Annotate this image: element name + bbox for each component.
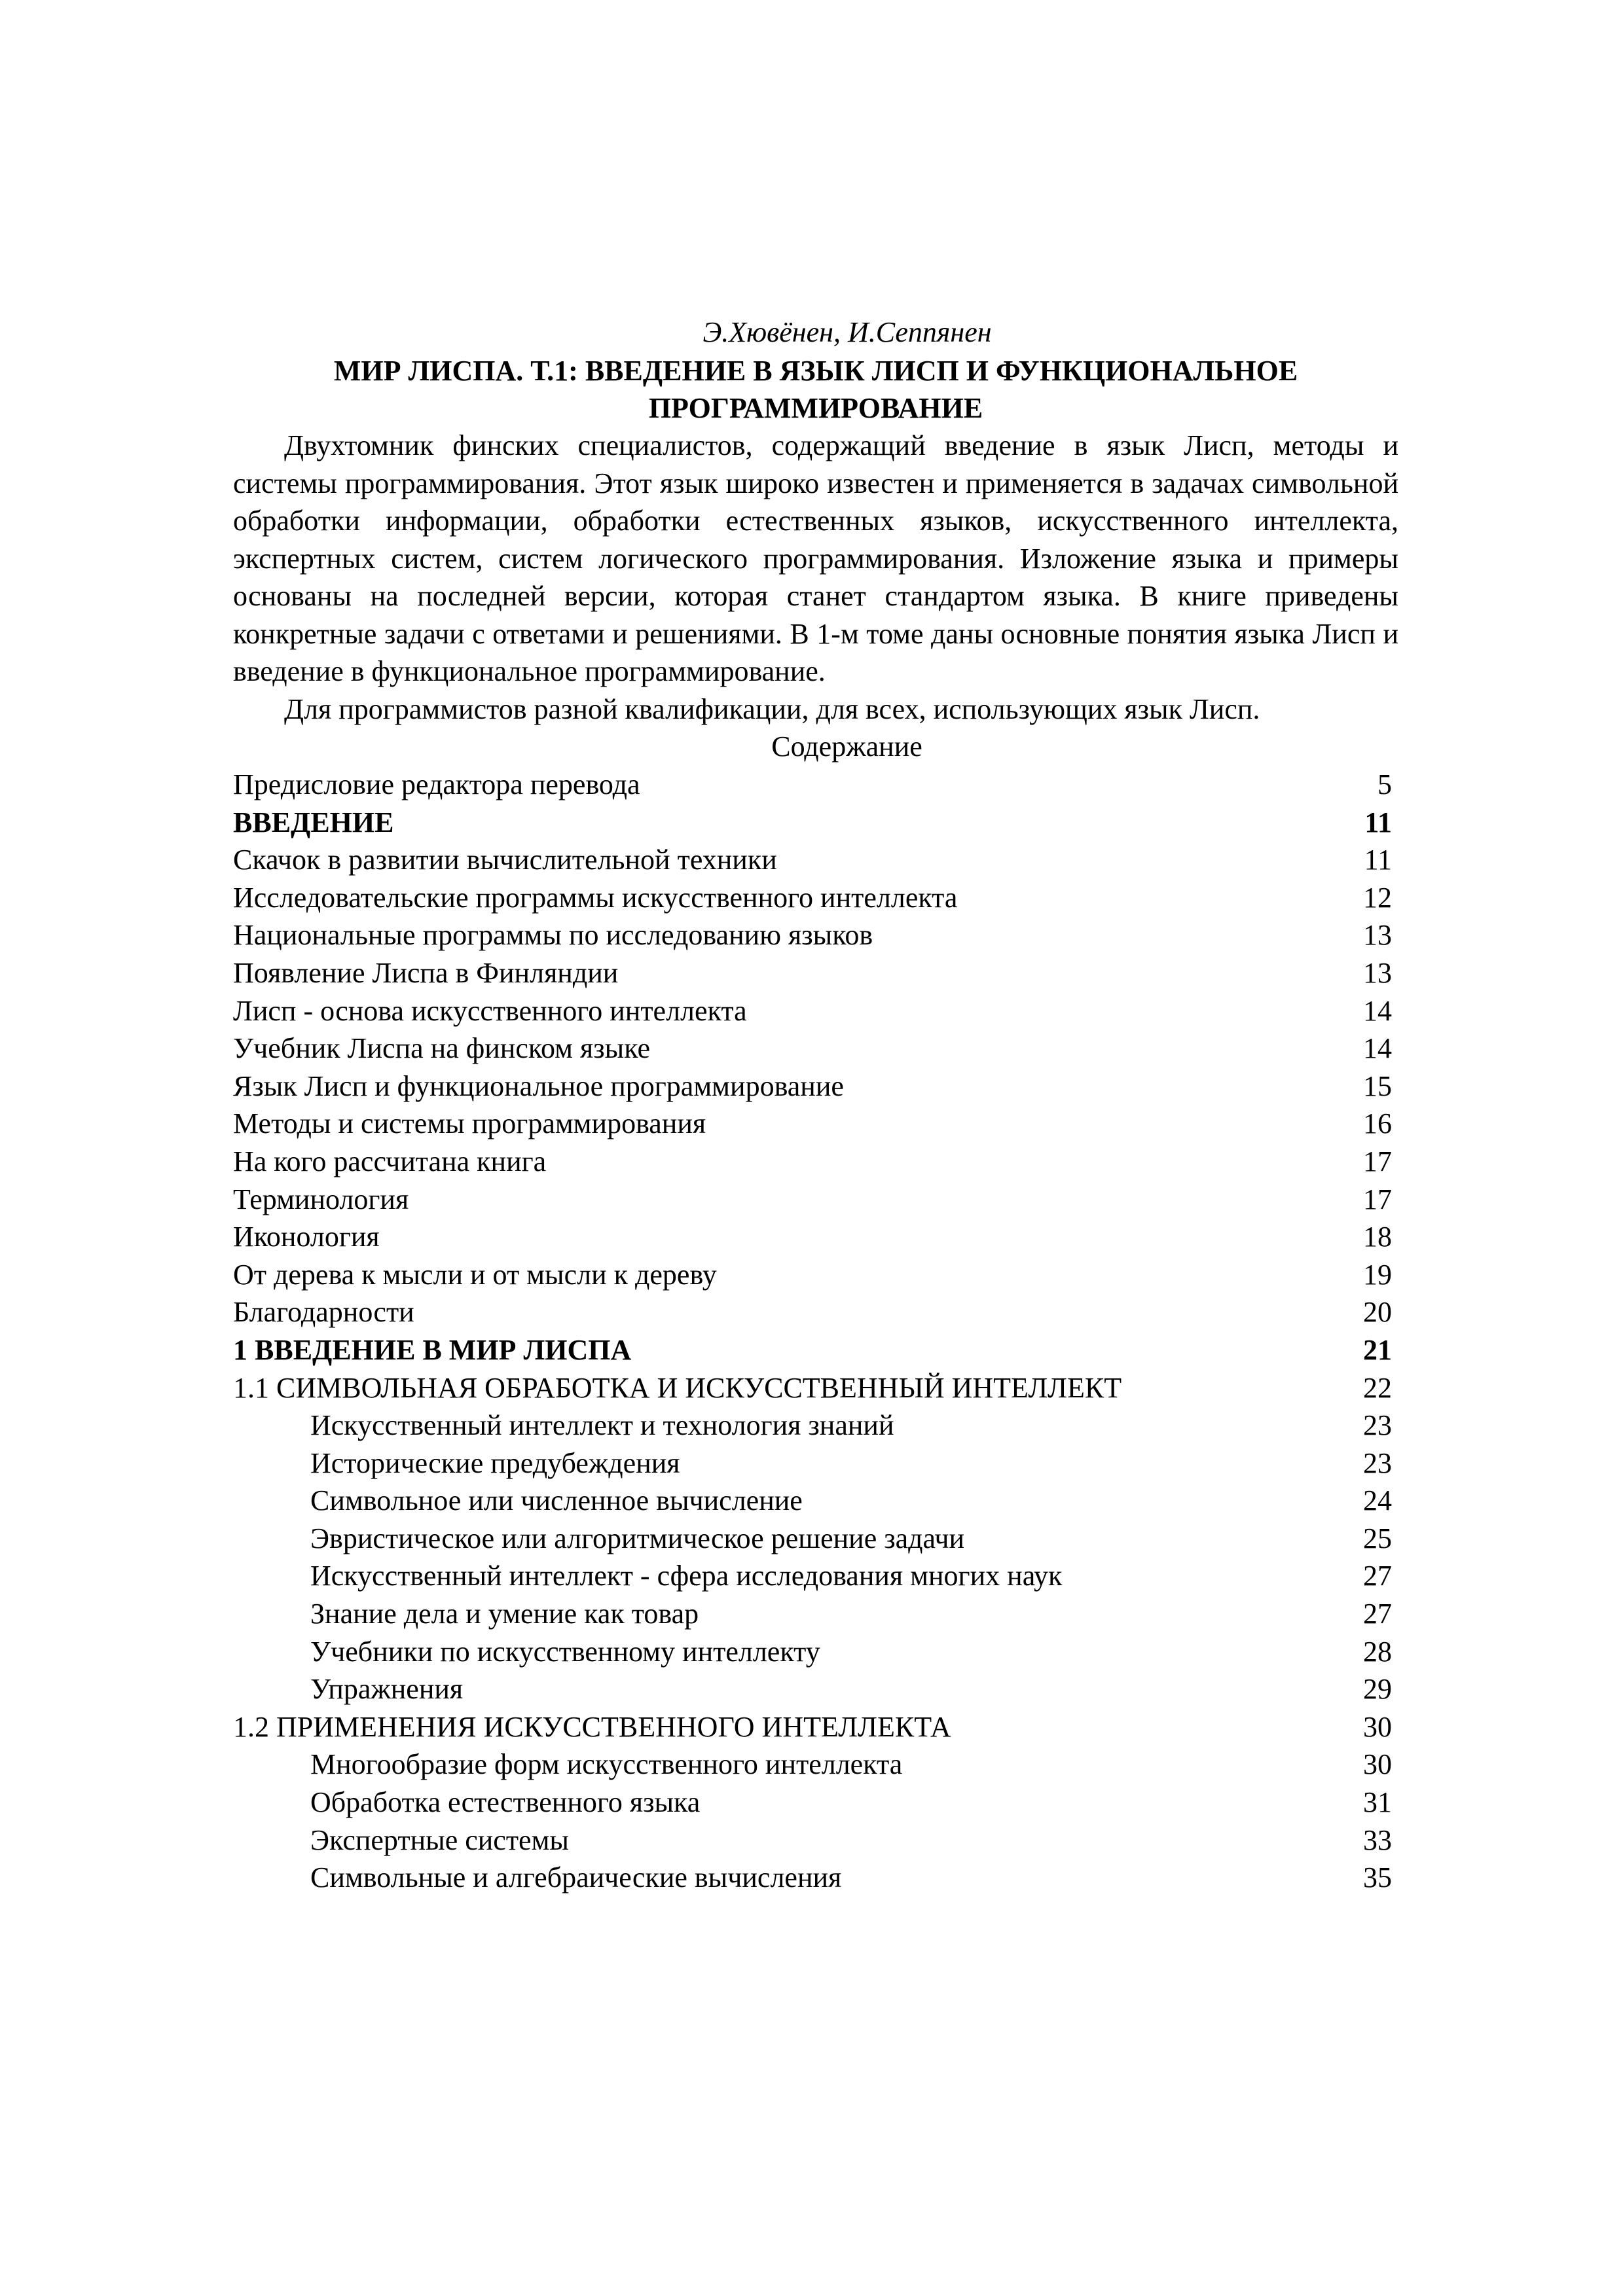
toc-entry-title: Знание дела и умение как товар [310,1598,699,1630]
table-of-contents [233,766,1398,1897]
toc-entry[interactable] [233,1708,1398,1746]
abstract-paragraph: Двухтомник финских специалистов, содержащий введение в язык Лисп, методы и системы программирования. Этот язык широко известен и применяется в задачах символьной обработки информации, обработки естественных языков, искусственного интеллекта, экспертных систем, систем логического программирования. Изложение языка и примеры основаны на последней версии, которая станет стандартом языка. В книге приведены конкретные задачи с ответами и решениями. В 1-м томе даны основные понятия языка Лисп и введение в функциональное программирование. [233,429,1398,687]
toc-entry[interactable] [233,1595,1398,1633]
toc-entry-title: Иконология [233,1221,380,1253]
toc-entry-page: 14 [1363,1032,1392,1065]
toc-entry-page: 33 [1363,1823,1392,1856]
toc-entry-page: 19 [1363,1258,1392,1291]
toc-entry-title: 1.1 СИМВОЛЬНАЯ ОБРАБОТКА И ИСКУССТВЕННЫЙ ИНТЕЛЛЕКТ [233,1371,1122,1404]
toc-entry-page: 35 [1363,1861,1392,1894]
toc-entry[interactable] [233,1218,1398,1256]
toc-entry[interactable] [233,1444,1398,1482]
toc-entry-page: 27 [1363,1560,1392,1592]
toc-entry[interactable] [233,1670,1398,1708]
toc-entry[interactable] [233,1331,1398,1369]
toc-entry-page: 15 [1363,1069,1392,1102]
toc-entry-title: От дерева к мысли и от мысли к дереву [233,1258,717,1291]
toc-entry[interactable] [233,1256,1398,1294]
toc-entry-title: Многообразие форм искусственного интеллекта [310,1748,903,1781]
toc-entry-title: Упражнения [310,1673,464,1706]
toc-entry-title: Символьные и алгебраические вычисления [310,1861,842,1894]
page-content [233,313,1398,1897]
toc-entry-page: 22 [1363,1371,1392,1404]
toc-entry[interactable] [233,1746,1398,1784]
toc-entry[interactable] [233,879,1398,917]
authors: Э.Хювёнен, И.Сеппянен [702,316,992,348]
toc-entry-page: 14 [1363,994,1392,1027]
toc-entry-title: Экспертные системы [310,1823,569,1856]
toc-entry-title: 1.2 ПРИМЕНЕНИЯ ИСКУССТВЕННОГО ИНТЕЛЛЕКТА [233,1710,951,1743]
toc-entry-page: 27 [1363,1598,1392,1630]
toc-entry-title: Учебник Лиспа на финском языке [233,1032,651,1065]
toc-entry[interactable] [233,1067,1398,1105]
toc-entry[interactable] [233,1105,1398,1143]
toc-entry[interactable] [233,1369,1398,1407]
toc-entry-page: 16 [1363,1107,1392,1140]
toc-entry-page: 21 [1363,1333,1392,1366]
toc-entry[interactable] [233,841,1398,879]
toc-entry-page: 11 [1364,806,1392,838]
toc-entry-title: Исследовательские программы искусственного интеллекта [233,881,958,914]
toc-entry-title: Предисловие редактора перевода [233,768,640,800]
toc-entry[interactable] [233,1859,1398,1897]
toc-entry-title: Лисп - основа искусственного интеллекта [233,994,747,1027]
toc-entry-page: 5 [1377,768,1392,800]
toc-entry-title: Искусственный интеллект и технология знаний [310,1409,894,1442]
toc-entry-page: 11 [1364,844,1392,876]
toc-entry[interactable] [233,1407,1398,1444]
toc-entry-title: Благодарности [233,1296,414,1329]
toc-entry-title: Язык Лисп и функциональное программирование [233,1069,844,1102]
toc-entry-title: 1 ВВЕДЕНИЕ В МИР ЛИСПА [233,1333,632,1366]
toc-entry-page: 13 [1363,956,1392,989]
toc-entry-title: Появление Лиспа в Финляндии [233,956,619,989]
toc-entry[interactable] [233,954,1398,992]
toc-entry-page: 30 [1363,1748,1392,1781]
toc-entry-title: Скачок в развитии вычислительной техники [233,844,777,876]
toc-entry[interactable] [233,1784,1398,1821]
toc-entry-title: На кого рассчитана книга [233,1145,547,1177]
toc-entry-page: 12 [1363,881,1392,914]
toc-entry[interactable] [233,1143,1398,1181]
toc-entry-page: 23 [1363,1446,1392,1479]
book-title-line-1: МИР ЛИСПА. Т.1: ВВЕДЕНИЕ В ЯЗЫК ЛИСП И ФУНКЦИОНАЛЬНОЕ [333,355,1298,387]
toc-entry-page: 28 [1363,1635,1392,1668]
toc-entry[interactable] [233,1557,1398,1595]
toc-entry-page: 31 [1363,1786,1392,1819]
toc-entry-title: ВВЕДЕНИЕ [233,806,394,838]
book-title-line-2: ПРОГРАММИРОВАНИЕ [648,392,983,424]
toc-entry-page: 29 [1363,1673,1392,1706]
toc-entry-title: Символьное или численное вычисление [310,1484,803,1517]
toc-entry[interactable] [233,1633,1398,1671]
toc-entry-title: Эвристическое или алгоритмическое решение задачи [310,1522,965,1554]
toc-entry[interactable] [233,1293,1398,1331]
toc-entry[interactable] [233,1181,1398,1219]
toc-entry-page: 13 [1363,919,1392,952]
toc-heading: Содержание [771,730,922,762]
abstract [233,427,1398,728]
toc-entry-title: Обработка естественного языка [310,1786,701,1819]
toc-entry-page: 30 [1363,1710,1392,1743]
toc-entry-title: Национальные программы по исследованию языков [233,919,873,952]
toc-entry-page: 17 [1363,1145,1392,1177]
toc-entry[interactable] [233,916,1398,954]
toc-entry[interactable] [233,1821,1398,1859]
toc-entry-page: 17 [1363,1183,1392,1215]
toc-entry-title: Искусственный интеллект - сфера исследования многих наук [310,1560,1063,1592]
toc-entry-page: 25 [1363,1522,1392,1554]
toc-entry[interactable] [233,992,1398,1030]
toc-entry[interactable] [233,766,1398,804]
toc-entry-page: 18 [1363,1221,1392,1253]
toc-entry-page: 23 [1363,1409,1392,1442]
toc-entry[interactable] [233,1030,1398,1067]
audience-paragraph: Для программистов разной квалификации, для всех, использующих язык Лисп. [284,692,1260,725]
toc-entry-title: Терминология [233,1183,409,1215]
toc-entry[interactable] [233,804,1398,842]
toc-entry[interactable] [233,1520,1398,1558]
toc-entry-title: Методы и системы программирования [233,1107,706,1140]
toc-entry-title: Исторические предубеждения [310,1446,680,1479]
toc-entry-title: Учебники по искусственному интеллекту [310,1635,820,1668]
toc-entry-page: 20 [1363,1296,1392,1329]
toc-entry-page: 24 [1363,1484,1392,1517]
toc-entry[interactable] [233,1482,1398,1520]
